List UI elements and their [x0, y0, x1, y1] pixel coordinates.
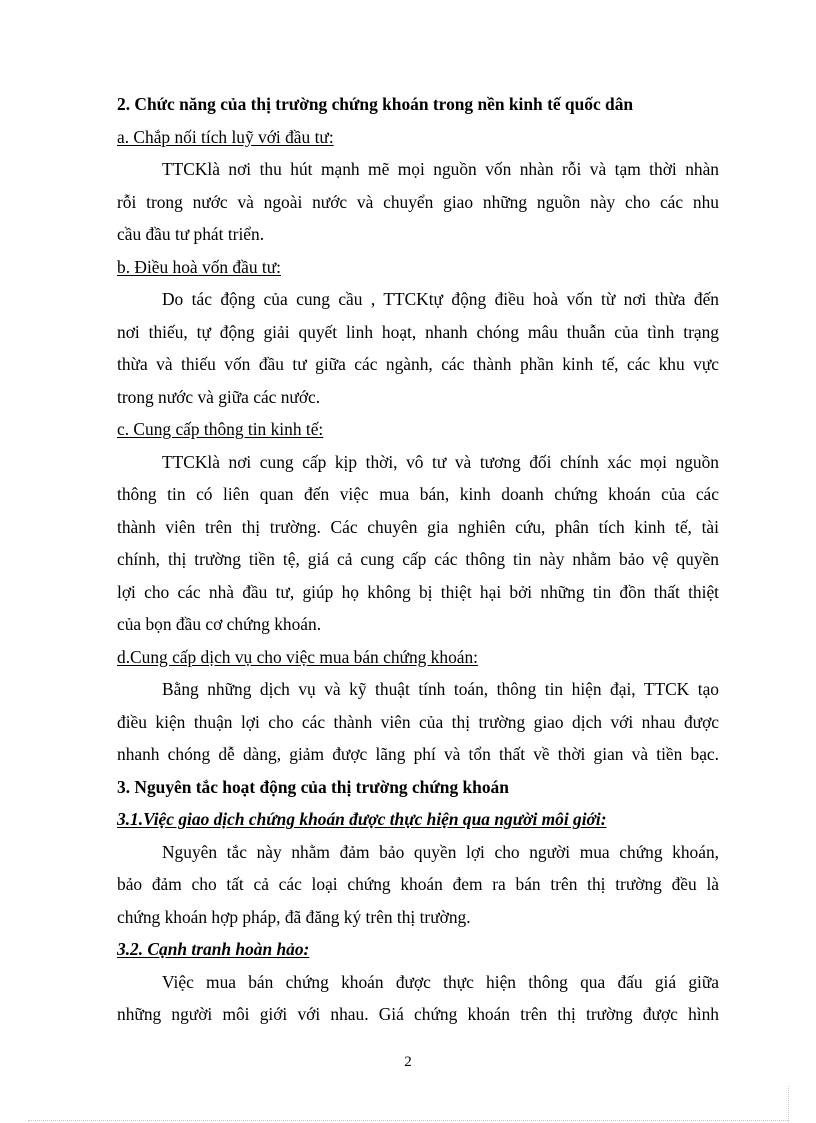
subheading-b: b. Điều hoà vốn đầu tư: — [117, 256, 281, 277]
paragraph-line: TTCKlà nơi thu hút mạnh mẽ mọi nguồn vốn nhàn rỗi và tạm thời nhàn — [162, 159, 719, 179]
paragraph-line: cầu đầu tư phát triển. — [117, 224, 265, 244]
page-boundary-divider — [28, 1120, 788, 1121]
paragraph-line: những người môi giới với nhau. Giá chứng khoán trên thị trường được hình — [117, 1004, 719, 1024]
paragraph-line: TTCKlà nơi cung cấp kịp thời, vô tư và tương đối chính xác mọi nguồn — [162, 451, 719, 472]
paragraph-line: nhanh chóng dễ dàng, giảm được lãng phí và tổn thất về thời gian và tiền bạc. — [117, 744, 719, 764]
paragraph-line: lợi cho các nhà đầu tư, giúp họ không bị thiệt hại bởi những tin đồn thất thiệt — [117, 581, 719, 602]
paragraph-line: chính, thị trường tiền tệ, giá cả cung cấp các thông tin này nhằm bảo vệ quyền — [117, 549, 719, 569]
paragraph-line: trong nước và giữa các nước. — [117, 386, 321, 407]
paragraph-line: thành viên trên thị trường. Các chuyên gia nghiên cứu, phân tích kinh tế, tài — [117, 516, 719, 537]
paragraph-line: rỗi trong nước và ngoài nước và chuyển giao những nguồn này cho các nhu — [117, 191, 719, 212]
subheading-3-1: 3.1.Việc giao dịch chứng khoán được thực hiện qua người môi giới: — [117, 809, 607, 829]
paragraph-line: của bọn đầu cơ chứng khoán. — [117, 614, 322, 634]
paragraph-line: thông tin có liên quan đến việc mua bán, kinh doanh chứng khoán của các — [117, 484, 719, 504]
subheading-a: a. Chắp nối tích luỹ với đầu tư: — [117, 126, 334, 147]
paragraph-line: Việc mua bán chứng khoán được thực hiện thông qua đấu giá giữa — [162, 971, 719, 992]
page-number: 2 — [404, 1054, 412, 1070]
paragraph-line: Bằng những dịch vụ và kỹ thuật tính toán, thông tin hiện đại, TTCK tạo — [162, 679, 719, 699]
subheading-c: c. Cung cấp thông tin kinh tế: — [117, 419, 324, 439]
paragraph-line: thừa và thiếu vốn đầu tư giữa các ngành, các thành phần kinh tế, các khu vực — [117, 354, 719, 374]
page-content — [117, 88, 719, 1031]
paragraph-line: Nguyên tắc này nhằm đảm bảo quyền lợi cho người mua chứng khoán, — [162, 841, 719, 862]
paragraph-line: Do tác động của cung cầu , TTCKtự động điều hoà vốn từ nơi thừa đến — [162, 289, 719, 309]
heading-section-2: 2. Chức năng của thị trường chứng khoán trong nền kinh tế quốc dân — [117, 94, 634, 114]
paragraph-line: nơi thiếu, tự động giải quyết linh hoạt, nhanh chóng mâu thuẫn của tình trạng — [117, 321, 719, 342]
paragraph-line: điều kiện thuận lợi cho các thành viên của thị trường giao dịch với nhau được — [117, 711, 719, 732]
subheading-3-2: 3.2. Cạnh tranh hoàn hảo: — [117, 939, 310, 959]
paragraph-line: bảo đảm cho tất cả các loại chứng khoán đem ra bán trên thị trường đều là — [117, 874, 719, 894]
subheading-d: d.Cung cấp dịch vụ cho việc mua bán chứng khoán: — [117, 646, 479, 667]
paragraph-line: chứng khoán hợp pháp, đã đăng ký trên thị trường. — [117, 906, 471, 927]
heading-section-3: 3. Nguyên tắc hoạt động của thị trường chứng khoán — [117, 776, 509, 797]
page-margin-divider — [788, 1086, 789, 1123]
